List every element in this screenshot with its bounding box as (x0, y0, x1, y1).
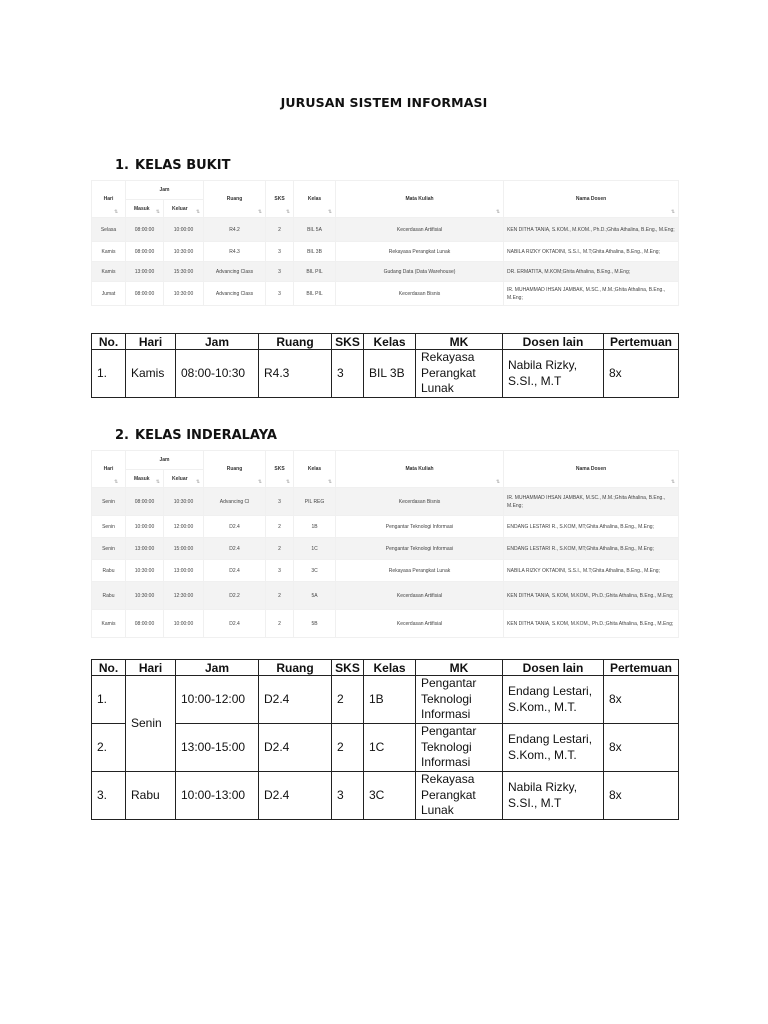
cell-masuk: 08:00:00 (126, 282, 164, 306)
column-header-ruang[interactable]: Ruang ⇅ (204, 451, 266, 488)
cell-mk (416, 350, 503, 398)
cell-keluar: 10:30:00 (164, 488, 204, 516)
table-row (92, 610, 679, 638)
cell-masuk: 13:00:00 (126, 262, 164, 282)
cell-kelas: 3C (364, 772, 416, 820)
column-header-jam: Jam (126, 181, 204, 200)
sort-icon[interactable]: ⇅ (195, 479, 201, 485)
cell-keluar: 12:00:00 (164, 516, 204, 538)
cell-mk: Kecerdasan Artifisial (336, 218, 504, 242)
cell-masuk: 10:30:00 (126, 582, 164, 610)
cell-hari: Senin (92, 538, 126, 560)
column-header-dosen[interactable]: Nama Dosen ⇅ (504, 451, 679, 488)
sort-icon[interactable]: ⇅ (114, 479, 119, 485)
cell-masuk: 10:00:00 (126, 516, 164, 538)
cell-keluar: 15:00:00 (164, 538, 204, 560)
cell-keluar: 10:30:00 (164, 282, 204, 306)
cell-line: Teknologi (421, 691, 472, 706)
cell-hari: Kamis (92, 610, 126, 638)
cell-ruang: D2.4 (204, 610, 266, 638)
cell-ruang: D2.4 (204, 560, 266, 582)
cell-line: S.SI., M.T (508, 795, 562, 810)
cell-jam: 10:00-13:00 (176, 772, 259, 820)
cell-line: Informasi (421, 707, 471, 722)
cell-line: Teknologi (421, 739, 472, 754)
sort-icon[interactable]: ⇅ (155, 209, 160, 215)
cell-hari: Kamis (92, 242, 126, 262)
column-header-keluar[interactable]: Keluar ⇅ (164, 200, 204, 218)
cell-sks: 3 (266, 242, 294, 262)
cell-hari: Senin (92, 488, 126, 516)
cell-hari: Rabu (126, 772, 176, 820)
cell-kelas: 3C (294, 560, 336, 582)
cell-ruang: D2.4 (259, 772, 332, 820)
cell-sks: 2 (266, 610, 294, 638)
sort-icon[interactable]: ⇅ (257, 479, 263, 485)
cell-line: Lunak (421, 803, 454, 818)
column-header-kelas: Kelas (364, 334, 416, 350)
cell-ruang: D2.4 (259, 676, 332, 724)
cell-dosen: KEN DITHA TANIA, S.KOM, M.KOM., Ph.D.;Ghita Athalina, B.Eng., M.Eng; (504, 610, 679, 638)
schedule-screenshot-inderalaya (91, 450, 679, 638)
sort-icon[interactable]: ⇅ (670, 479, 676, 485)
column-header-kelas[interactable]: Kelas ⇅ (294, 181, 336, 218)
column-header-jam: Jam (176, 334, 259, 350)
cell-dosen: DR. ERMATITA, M.KOM;Ghita Athalina, B.Eng., M.Eng; (504, 262, 679, 282)
cell-line: Pengantar (421, 724, 477, 739)
cell-ruang: R4.3 (204, 242, 266, 262)
cell-dosen: IR. MUHAMMAD IHSAN JAMBAK, M.SC., M.M.;Ghita Athalina, B.Eng., M.Eng; (504, 488, 679, 516)
cell-masuk: 10:30:00 (126, 560, 164, 582)
column-header-mk[interactable]: Mata Kuliah ⇅ (336, 451, 504, 488)
cell-sks: 2 (266, 218, 294, 242)
table-row (92, 282, 679, 306)
cell-keluar: 13:00:00 (164, 560, 204, 582)
column-header-sks[interactable]: SKS ⇅ (266, 451, 294, 488)
cell-keluar: 10:00:00 (164, 218, 204, 242)
summary-table-bukit (91, 333, 679, 398)
cell-ruang: R4.2 (204, 218, 266, 242)
sort-icon[interactable]: ⇅ (495, 209, 501, 215)
cell-pertemuan: 8x (604, 350, 679, 398)
cell-masuk: 08:00:00 (126, 218, 164, 242)
cell-line: S.Kom., M.T. (508, 747, 577, 762)
column-header-no: No. (92, 334, 126, 350)
sort-icon[interactable]: ⇅ (155, 479, 160, 485)
sort-icon[interactable]: ⇅ (285, 209, 291, 215)
column-header-masuk[interactable]: Masuk ⇅ (126, 470, 164, 488)
cell-kelas: 1B (294, 516, 336, 538)
cell-mk: Pengantar Teknologi Informasi (336, 516, 504, 538)
cell-sks: 3 (266, 282, 294, 306)
cell-line: Nabila Rizky, (508, 358, 578, 372)
cell-hari: Rabu (92, 560, 126, 582)
cell-line: S.SI., M.T (508, 373, 562, 388)
cell-ruang: D2.2 (204, 582, 266, 610)
cell-masuk: 08:00:00 (126, 242, 164, 262)
column-header-pertemuan: Pertemuan (604, 660, 679, 676)
column-header-kelas: Kelas (364, 660, 416, 676)
table-row (92, 242, 679, 262)
cell-mk: Kecerdasan Artifisial (336, 610, 504, 638)
cell-keluar: 10:00:00 (164, 610, 204, 638)
cell-no: 1. (92, 676, 126, 724)
cell-jam: 13:00-15:00 (176, 724, 259, 772)
column-header-no: No. (92, 660, 126, 676)
cell-line: Rekayasa (421, 350, 475, 365)
schedule-screenshot-bukit (91, 180, 679, 306)
cell-hari: Jumat (92, 282, 126, 306)
column-header-ruang: Ruang (259, 660, 332, 676)
table-row (92, 772, 679, 820)
column-header-ruang[interactable]: Ruang ⇅ (204, 181, 266, 218)
cell-kelas: BIL PIL (294, 262, 336, 282)
sort-icon[interactable]: ⇅ (327, 479, 333, 485)
cell-mk: Kecerdasan Bisnis (336, 282, 504, 306)
column-header-hari: Hari (126, 334, 176, 350)
cell-hari: Senin (126, 676, 176, 772)
cell-masuk: 08:00:00 (126, 610, 164, 638)
cell-keluar: 10:30:00 (164, 242, 204, 262)
column-header-hari: Hari (126, 660, 176, 676)
cell-dosen (503, 724, 604, 772)
sort-icon[interactable]: ⇅ (327, 209, 333, 215)
sort-icon[interactable]: ⇅ (257, 209, 263, 215)
cell-ruang: D2.4 (204, 538, 266, 560)
cell-dosen: ENDANG LESTARI R., S.KOM, MT;Ghita Athalina, B.Eng., M.Eng; (504, 516, 679, 538)
cell-kelas: BIL 3B (294, 242, 336, 262)
cell-line: Endang Lestari, (508, 732, 593, 746)
cell-ruang: R4.3 (259, 350, 332, 398)
cell-line: Informasi (421, 755, 471, 770)
cell-kelas: 5B (294, 610, 336, 638)
cell-sks: 3 (332, 772, 364, 820)
section-heading-inderalaya: 2. KELAS INDERALAYA (115, 428, 277, 443)
table-row (92, 582, 679, 610)
cell-kelas: 5A (294, 582, 336, 610)
cell-pertemuan: 8x (604, 724, 679, 772)
cell-hari: Kamis (92, 262, 126, 282)
cell-kelas: BIL 5A (294, 218, 336, 242)
cell-dosen: ENDANG LESTARI R., S.KOM, MT;Ghita Athalina, B.Eng., M.Eng; (504, 538, 679, 560)
cell-no: 1. (92, 350, 126, 398)
cell-kelas: 1C (364, 724, 416, 772)
table-row (92, 488, 679, 516)
cell-hari: Selasa (92, 218, 126, 242)
cell-sks: 3 (266, 560, 294, 582)
cell-mk: Pengantar Teknologi Informasi (336, 538, 504, 560)
cell-line: Perangkat (421, 787, 476, 802)
cell-ruang: Advancing Class (204, 262, 266, 282)
cell-ruang: Advancing Cl (204, 488, 266, 516)
column-header-hari[interactable]: Hari ⇅ (92, 181, 126, 218)
cell-sks: 2 (332, 724, 364, 772)
column-header-mk: MK (416, 334, 503, 350)
cell-line: Rekayasa (421, 772, 475, 787)
sort-icon[interactable]: ⇅ (285, 479, 291, 485)
cell-hari: Senin (92, 516, 126, 538)
sort-icon[interactable]: ⇅ (114, 209, 119, 215)
cell-line: Nabila Rizky, (508, 780, 578, 794)
cell-line: Perangkat (421, 365, 476, 380)
column-header-dosen: Dosen lain (503, 334, 604, 350)
cell-kelas: 1C (294, 538, 336, 560)
cell-pertemuan: 8x (604, 676, 679, 724)
cell-sks: 2 (266, 538, 294, 560)
sort-icon[interactable]: ⇅ (670, 209, 676, 215)
cell-pertemuan: 8x (604, 772, 679, 820)
column-header-mk: MK (416, 660, 503, 676)
cell-dosen: NABILA RIZKY OKTADINI, S.S.I., M.T;Ghita Athalina, B.Eng., M.Eng; (504, 242, 679, 262)
cell-line: Endang Lestari, (508, 684, 593, 698)
table-row (92, 350, 679, 398)
cell-dosen (503, 350, 604, 398)
cell-keluar: 12:30:00 (164, 582, 204, 610)
cell-line: Lunak (421, 381, 454, 396)
cell-dosen (503, 676, 604, 724)
cell-dosen: IR. MUHAMMAD IHSAN JAMBAK, M.SC., M.M.;Ghita Athalina, B.Eng., M.Eng; (504, 282, 679, 306)
cell-no: 3. (92, 772, 126, 820)
cell-sks: 3 (266, 262, 294, 282)
cell-dosen (503, 772, 604, 820)
cell-mk: Rekayasa Perangkat Lunak (336, 560, 504, 582)
cell-line: Pengantar (421, 676, 477, 691)
cell-mk (416, 724, 503, 772)
cell-masuk: 13:00:00 (126, 538, 164, 560)
table-row (92, 538, 679, 560)
cell-mk: Kecerdasan Artifisial (336, 582, 504, 610)
table-row (92, 218, 679, 242)
cell-sks: 3 (332, 350, 364, 398)
cell-mk: Rekayasa Perangkat Lunak (336, 242, 504, 262)
column-header-mk[interactable]: Mata Kuliah ⇅ (336, 181, 504, 218)
column-header-sks: SKS (332, 660, 364, 676)
sort-icon[interactable]: ⇅ (495, 479, 501, 485)
cell-dosen: KEN DITHA TANIA, S.KOM, M.KOM., Ph.D.;Ghita Athalina, B.Eng., M.Eng; (504, 582, 679, 610)
cell-no: 2. (92, 724, 126, 772)
cell-dosen: KEN DITHA TANIA, S.KOM., M.KOM., Ph.D.;Ghita Athalina, B.Eng., M.Eng; (504, 218, 679, 242)
sort-icon[interactable]: ⇅ (195, 209, 201, 215)
column-header-sks[interactable]: SKS ⇅ (266, 181, 294, 218)
cell-dosen: NABILA RIZKY OKTADINI, S.S.I., M.T;Ghita Athalina, B.Eng., M.Eng; (504, 560, 679, 582)
column-header-masuk[interactable]: Masuk ⇅ (126, 200, 164, 218)
cell-hari: Rabu (92, 582, 126, 610)
column-header-jam: Jam (126, 451, 204, 470)
column-header-hari[interactable]: Hari ⇅ (92, 451, 126, 488)
column-header-ruang: Ruang (259, 334, 332, 350)
cell-kelas: 1B (364, 676, 416, 724)
column-header-keluar[interactable]: Keluar ⇅ (164, 470, 204, 488)
cell-keluar: 15:30:00 (164, 262, 204, 282)
table-row (92, 560, 679, 582)
cell-mk (416, 772, 503, 820)
cell-sks: 3 (266, 488, 294, 516)
cell-sks: 2 (266, 582, 294, 610)
cell-ruang: D2.4 (259, 724, 332, 772)
cell-sks: 2 (266, 516, 294, 538)
cell-kelas: BIL 3B (364, 350, 416, 398)
column-header-kelas[interactable]: Kelas ⇅ (294, 451, 336, 488)
summary-table-inderalaya (91, 659, 679, 820)
cell-masuk: 08:00:00 (126, 488, 164, 516)
table-row (92, 262, 679, 282)
table-row (92, 676, 679, 724)
section-heading-bukit: 1. KELAS BUKIT (115, 158, 231, 173)
cell-jam: 08:00-10:30 (176, 350, 259, 398)
cell-mk: Kecerdasan Bisnis (336, 488, 504, 516)
cell-hari: Kamis (126, 350, 176, 398)
cell-mk: Gudang Data (Data Warehouse) (336, 262, 504, 282)
column-header-jam: Jam (176, 660, 259, 676)
cell-kelas: PIL REG (294, 488, 336, 516)
table-row (92, 516, 679, 538)
column-header-dosen[interactable]: Nama Dosen ⇅ (504, 181, 679, 218)
cell-jam: 10:00-12:00 (176, 676, 259, 724)
cell-sks: 2 (332, 676, 364, 724)
cell-kelas: BIL PIL (294, 282, 336, 306)
cell-line: S.Kom., M.T. (508, 699, 577, 714)
column-header-pertemuan: Pertemuan (604, 334, 679, 350)
document-title: JURUSAN SISTEM INFORMASI (280, 95, 488, 110)
table-row (92, 724, 679, 772)
column-header-dosen: Dosen lain (503, 660, 604, 676)
cell-ruang: D2.4 (204, 516, 266, 538)
cell-mk (416, 676, 503, 724)
cell-ruang: Advancing Class (204, 282, 266, 306)
column-header-sks: SKS (332, 334, 364, 350)
